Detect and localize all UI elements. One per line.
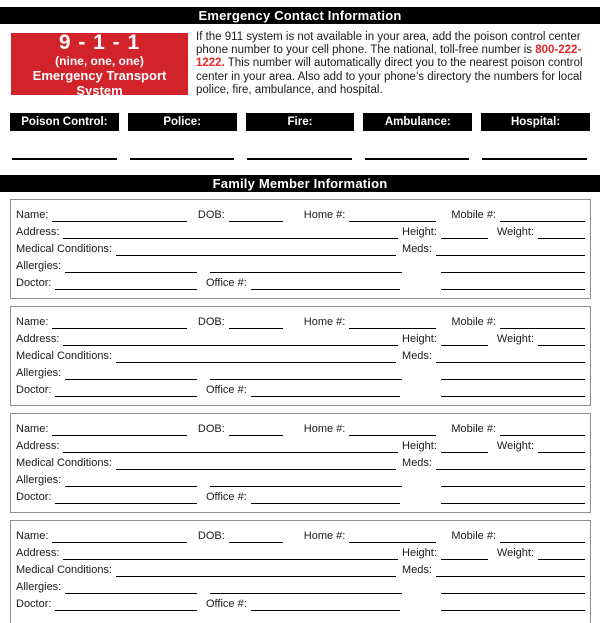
allergies-field — [16, 580, 197, 594]
instructions-before-phone: If the 911 system is not available in your area, add the poison control center phone number to your cell phone. The national, toll-free number is — [196, 31, 581, 57]
meds-label: Meds: — [402, 564, 432, 577]
home-phone-field — [304, 529, 437, 543]
member-row-medical — [16, 239, 585, 256]
allergies-fill-line[interactable] — [65, 474, 197, 487]
office-phone-fill-line[interactable] — [251, 491, 400, 504]
home-phone-label: Home #: — [303, 530, 346, 543]
family-member-block — [10, 520, 591, 623]
meds-extra-fill-line-2[interactable] — [441, 384, 585, 397]
emergency-911-badge — [11, 30, 188, 98]
name-fill-line[interactable] — [52, 530, 186, 543]
doctor-label: Doctor: — [16, 491, 52, 504]
section-header-emergency: Emergency Contact Information — [0, 7, 600, 24]
medical-conditions-label: Medical Conditions: — [16, 243, 112, 256]
allergies-extra-fill-line[interactable] — [210, 367, 402, 380]
address-label: Address: — [16, 333, 60, 346]
home-phone-fill-line[interactable] — [349, 316, 436, 329]
weight-fill-line[interactable] — [538, 333, 585, 346]
height-label: Height: — [402, 440, 437, 453]
name-label: Name: — [16, 209, 49, 222]
dob-fill-line[interactable] — [229, 316, 283, 329]
instructions-after-phone: This number will automatically direct you to the nearest poison control center in your area. Also add to your phone’s directory the numbers for local police, fire, ambulance, and hospital. — [196, 57, 583, 96]
meds-field — [402, 242, 585, 256]
member-row-doctor — [16, 380, 585, 397]
height-label: Height: — [402, 333, 437, 346]
dob-label: DOB: — [197, 423, 225, 436]
medical-conditions-field — [16, 563, 396, 577]
badge-911-number: 9 - 1 - 1 — [58, 30, 141, 54]
doctor-label: Doctor: — [16, 277, 52, 290]
office-phone-field — [206, 276, 400, 290]
home-phone-label: Home #: — [303, 316, 346, 329]
office-phone-label: Office #: — [206, 491, 247, 504]
mobile-phone-field — [451, 422, 585, 436]
poison-control-phone-number: 800-222-1222. — [196, 44, 582, 70]
height-field — [402, 439, 488, 453]
meds-extra-fill-line-1[interactable] — [441, 581, 585, 594]
medical-conditions-field — [16, 242, 396, 256]
meds-field — [402, 563, 585, 577]
medical-conditions-fill-line[interactable] — [116, 564, 396, 577]
meds-extra-fill-line-1[interactable] — [441, 260, 585, 273]
emergency-contacts-row — [10, 113, 590, 131]
weight-field — [497, 546, 585, 560]
address-label: Address: — [16, 226, 60, 239]
medical-conditions-label: Medical Conditions: — [16, 457, 112, 470]
address-fill-line[interactable] — [63, 547, 398, 560]
medical-conditions-fill-line[interactable] — [116, 350, 396, 363]
weight-fill-line[interactable] — [538, 226, 585, 239]
medical-conditions-label: Medical Conditions: — [16, 350, 112, 363]
office-phone-field — [206, 383, 400, 397]
doctor-fill-line[interactable] — [55, 491, 197, 504]
office-phone-label: Office #: — [206, 277, 247, 290]
office-phone-label: Office #: — [206, 598, 247, 611]
dob-field — [198, 529, 283, 543]
mobile-phone-label: Mobile #: — [451, 530, 496, 543]
allergies-label: Allergies: — [16, 474, 62, 487]
name-fill-line[interactable] — [52, 316, 186, 329]
contact-label-ambulance: Ambulance: — [363, 113, 472, 131]
office-phone-fill-line[interactable] — [251, 277, 400, 290]
allergies-extra-fill-line[interactable] — [210, 581, 402, 594]
member-row-identity — [16, 526, 585, 543]
allergies-extra-fill-line[interactable] — [210, 474, 402, 487]
weight-label: Weight: — [496, 547, 534, 560]
office-phone-field — [206, 490, 400, 504]
doctor-label: Doctor: — [16, 598, 52, 611]
home-phone-fill-line[interactable] — [349, 209, 436, 222]
address-field — [16, 332, 398, 346]
office-phone-field — [206, 597, 400, 611]
doctor-field — [16, 597, 197, 611]
name-fill-line[interactable] — [52, 209, 186, 222]
weight-fill-line[interactable] — [538, 547, 585, 560]
police-fill-line[interactable] — [130, 158, 235, 160]
mobile-phone-label: Mobile #: — [451, 423, 496, 436]
medical-conditions-fill-line[interactable] — [116, 457, 396, 470]
allergies-field — [16, 473, 197, 487]
doctor-label: Doctor: — [16, 384, 52, 397]
mobile-phone-fill-line[interactable] — [500, 423, 585, 436]
mobile-phone-field — [451, 315, 585, 329]
meds-fill-line[interactable] — [436, 243, 585, 256]
mobile-phone-field — [451, 529, 585, 543]
height-fill-line[interactable] — [441, 440, 488, 453]
doctor-fill-line[interactable] — [55, 277, 197, 290]
meds-extra-fill-line-1[interactable] — [441, 474, 585, 487]
contact-label-poison-control: Poison Control: — [10, 113, 119, 131]
badge-911-phonetic: (nine, one, one) — [55, 53, 144, 68]
poison-control-fill-line[interactable] — [12, 158, 117, 160]
member-row-medical — [16, 453, 585, 470]
section-header-family: Family Member Information — [0, 175, 600, 192]
home-phone-fill-line[interactable] — [349, 423, 436, 436]
poison-control-instructions — [196, 31, 590, 97]
meds-extra-fill-line-2[interactable] — [441, 598, 585, 611]
medical-conditions-fill-line[interactable] — [116, 243, 396, 256]
mobile-phone-fill-line[interactable] — [500, 209, 585, 222]
weight-fill-line[interactable] — [538, 440, 585, 453]
meds-label: Meds: — [402, 457, 432, 470]
height-label: Height: — [402, 226, 437, 239]
member-row-identity — [16, 419, 585, 436]
member-row-doctor — [16, 594, 585, 611]
meds-label: Meds: — [402, 243, 432, 256]
dob-label: DOB: — [197, 530, 225, 543]
address-field — [16, 225, 398, 239]
height-field — [402, 546, 488, 560]
intro-section — [11, 30, 590, 98]
name-field — [16, 529, 187, 543]
meds-label: Meds: — [402, 350, 432, 363]
dob-fill-line[interactable] — [229, 530, 283, 543]
meds-fill-line[interactable] — [436, 350, 585, 363]
weight-label: Weight: — [496, 226, 534, 239]
member-row-allergies — [16, 577, 585, 594]
height-fill-line[interactable] — [441, 226, 488, 239]
mobile-phone-fill-line[interactable] — [500, 316, 585, 329]
meds-extra-fill-line-1[interactable] — [441, 367, 585, 380]
medical-conditions-field — [16, 349, 396, 363]
allergies-label: Allergies: — [16, 581, 62, 594]
fire-fill-line[interactable] — [247, 158, 352, 160]
member-row-doctor — [16, 273, 585, 290]
weight-label: Weight: — [496, 333, 534, 346]
family-member-block — [10, 413, 591, 513]
weight-label: Weight: — [496, 440, 534, 453]
allergies-label: Allergies: — [16, 367, 62, 380]
member-row-address — [16, 543, 585, 560]
doctor-field — [16, 276, 197, 290]
member-row-address — [16, 436, 585, 453]
name-label: Name: — [16, 530, 49, 543]
address-label: Address: — [16, 547, 60, 560]
doctor-fill-line[interactable] — [55, 598, 197, 611]
medical-conditions-label: Medical Conditions: — [16, 564, 112, 577]
allergies-fill-line[interactable] — [65, 260, 197, 273]
contact-label-fire: Fire: — [246, 113, 355, 131]
contact-label-hospital: Hospital: — [481, 113, 590, 131]
member-row-identity — [16, 205, 585, 222]
office-phone-fill-line[interactable] — [251, 384, 400, 397]
dob-fill-line[interactable] — [229, 423, 283, 436]
dob-label: DOB: — [197, 209, 225, 222]
home-phone-fill-line[interactable] — [349, 530, 436, 543]
weight-field — [497, 225, 585, 239]
member-row-medical — [16, 346, 585, 363]
member-row-address — [16, 222, 585, 239]
home-phone-field — [304, 422, 437, 436]
doctor-field — [16, 490, 197, 504]
name-field — [16, 208, 187, 222]
name-label: Name: — [16, 423, 49, 436]
address-fill-line[interactable] — [63, 333, 398, 346]
allergies-fill-line[interactable] — [65, 367, 197, 380]
ambulance-fill-line[interactable] — [365, 158, 470, 160]
allergies-extra-fill-line[interactable] — [210, 260, 402, 273]
allergies-field — [16, 259, 197, 273]
meds-extra-fill-line-2[interactable] — [441, 277, 585, 290]
family-member-block — [10, 306, 591, 406]
height-field — [402, 225, 488, 239]
name-label: Name: — [16, 316, 49, 329]
mobile-phone-fill-line[interactable] — [500, 530, 585, 543]
height-fill-line[interactable] — [441, 547, 488, 560]
member-row-identity — [16, 312, 585, 329]
member-row-medical — [16, 560, 585, 577]
dob-field — [198, 315, 283, 329]
member-row-allergies — [16, 470, 585, 487]
doctor-fill-line[interactable] — [55, 384, 197, 397]
office-phone-label: Office #: — [206, 384, 247, 397]
address-label: Address: — [16, 440, 60, 453]
home-phone-field — [304, 208, 437, 222]
doctor-field — [16, 383, 197, 397]
address-fill-line[interactable] — [63, 440, 398, 453]
address-fill-line[interactable] — [63, 226, 398, 239]
family-member-block — [10, 199, 591, 299]
address-field — [16, 439, 398, 453]
dob-field — [198, 208, 283, 222]
badge-911-label: Emergency Transport System — [32, 67, 167, 98]
height-field — [402, 332, 488, 346]
dob-label: DOB: — [197, 316, 225, 329]
mobile-phone-label: Mobile #: — [451, 209, 496, 222]
member-row-allergies — [16, 256, 585, 273]
home-phone-label: Home #: — [303, 209, 346, 222]
meds-fill-line[interactable] — [436, 457, 585, 470]
weight-field — [497, 439, 585, 453]
height-label: Height: — [402, 547, 437, 560]
home-phone-label: Home #: — [303, 423, 346, 436]
meds-fill-line[interactable] — [436, 564, 585, 577]
name-fill-line[interactable] — [52, 423, 186, 436]
allergies-fill-line[interactable] — [65, 581, 197, 594]
office-phone-fill-line[interactable] — [251, 598, 400, 611]
member-row-allergies — [16, 363, 585, 380]
hospital-fill-line[interactable] — [482, 158, 587, 160]
meds-field — [402, 456, 585, 470]
meds-extra-fill-line-2[interactable] — [441, 491, 585, 504]
address-field — [16, 546, 398, 560]
meds-field — [402, 349, 585, 363]
emergency-contacts-fill-lines — [12, 158, 587, 160]
medical-conditions-field — [16, 456, 396, 470]
mobile-phone-label: Mobile #: — [451, 316, 496, 329]
contact-label-police: Police: — [128, 113, 237, 131]
name-field — [16, 422, 187, 436]
weight-field — [497, 332, 585, 346]
mobile-phone-field — [451, 208, 585, 222]
member-row-doctor — [16, 487, 585, 504]
member-row-address — [16, 329, 585, 346]
name-field — [16, 315, 187, 329]
allergies-field — [16, 366, 197, 380]
dob-field — [198, 422, 283, 436]
home-phone-field — [304, 315, 437, 329]
dob-fill-line[interactable] — [229, 209, 283, 222]
height-fill-line[interactable] — [441, 333, 488, 346]
allergies-label: Allergies: — [16, 260, 62, 273]
family-members-list — [0, 199, 600, 623]
